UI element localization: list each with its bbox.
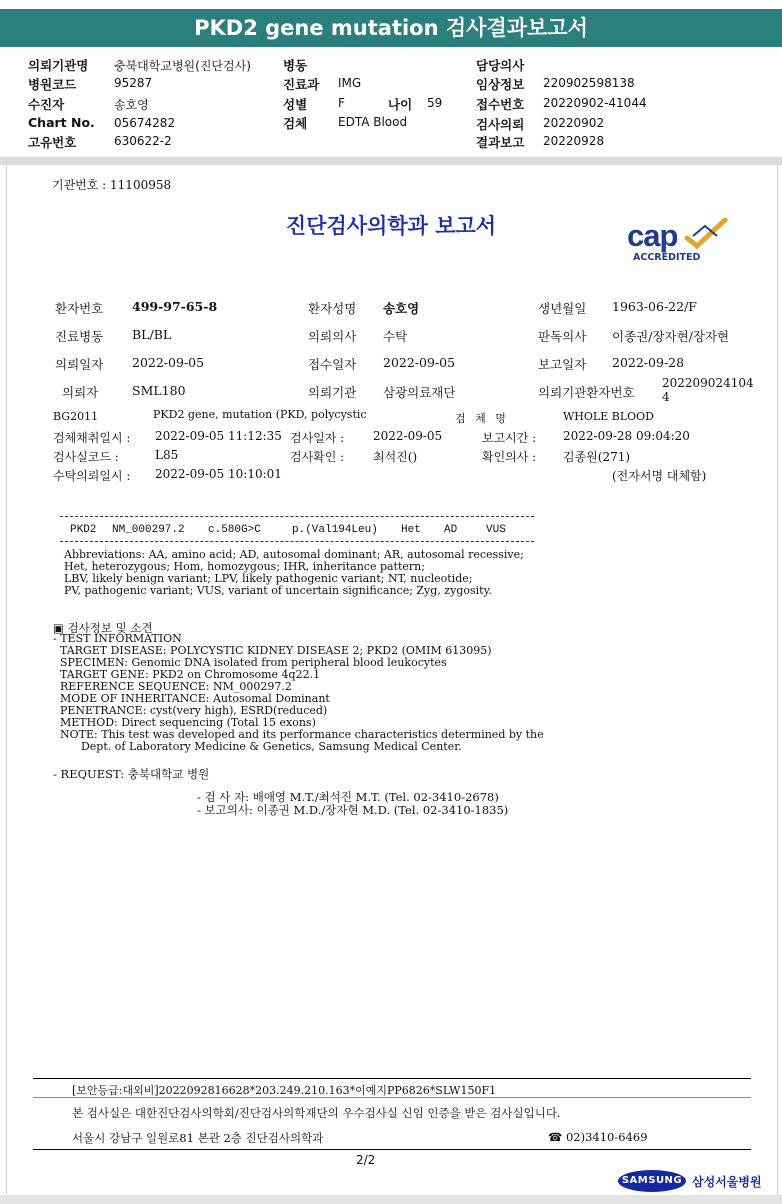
page-number: 2/2 xyxy=(356,1153,376,1167)
phone-line: ☎ 02)3410-6469 xyxy=(548,1130,648,1144)
samsung-logo: SAMSUNG xyxy=(618,1170,686,1192)
variant-top-rule xyxy=(60,516,534,517)
value-patient-name: 송호영 xyxy=(383,301,420,316)
cap-check-icon xyxy=(683,218,729,250)
variant-transcript: NM_000297.2 xyxy=(112,524,185,536)
info-line: METHOD: Direct sequencing (Total 15 exons) xyxy=(53,716,316,729)
label-specimen-name: 검 체 명 xyxy=(455,412,506,425)
value-ward-unit: BL/BL xyxy=(132,327,172,342)
hospital-name: 삼성서울병원 xyxy=(692,1175,762,1189)
label-outsource-time: 수탁의뢰일시 : xyxy=(53,469,131,483)
label-lab-code: 검사실코드 : xyxy=(53,450,119,464)
label-clinical-info: 임상정보 xyxy=(476,77,525,92)
value-unique-no: 630622-2 xyxy=(114,134,172,148)
variant-cdna: c.580G>C xyxy=(208,524,261,536)
abbrev-line: LBV, likely benign variant; LPV, likely pathogenic variant; NT, nucleotide; xyxy=(64,572,473,585)
variant-bottom-rule xyxy=(60,541,534,542)
label-recipient: 수진자 xyxy=(28,97,65,112)
cap-logo xyxy=(625,218,735,266)
value-specimen-name: WHOLE BLOOD xyxy=(563,410,654,423)
tester-line: - 검 사 자: 배애영 M.T./최석진 M.T. (Tel. 02-3410-2678) xyxy=(197,790,499,804)
value-specimen: EDTA Blood xyxy=(338,115,408,129)
value-result-report: 20220928 xyxy=(543,134,605,148)
institution-no: 기관번호 : 11100958 xyxy=(52,178,172,192)
info-line: REFERENCE SEQUENCE: NM_000297.2 xyxy=(53,680,292,693)
value-sex: F xyxy=(338,96,345,110)
variant-protein: p.(Val194Leu) xyxy=(292,524,378,536)
value-collect-time: 2022-09-05 11:12:35 xyxy=(155,429,282,443)
page-title: PKD2 gene mutation 검사결과보고서 xyxy=(194,16,588,40)
value-org-patient-no: 202209024104 xyxy=(662,376,754,390)
value-order-date: 2022-09-05 xyxy=(132,355,205,370)
test-name: PKD2 gene, mutation (PKD, polycystic xyxy=(153,408,367,421)
value-age: 59 xyxy=(427,96,443,110)
esign-note: (전자서명 대체함) xyxy=(612,469,707,483)
value-requester: SML180 xyxy=(132,383,186,398)
footer-rule xyxy=(33,1078,751,1079)
value-requesting-org: 삼광의료재단 xyxy=(383,385,456,400)
label-specimen: 검체 xyxy=(283,116,308,131)
value-requesting-institution: 충북대학교병원(진단검사) xyxy=(114,59,251,73)
security-line: [보안등급:대외비]2022092816628*203.249.210.163*이예지PP6826*SLW150F1 xyxy=(72,1084,497,1097)
value-confirm-doctor: 김종원(271) xyxy=(563,450,631,464)
address-line: 서울시 강남구 일원로81 본관 2층 진단검사의학과 xyxy=(72,1131,324,1145)
info-line: NOTE: This test was developed and its performance characteristics determined by the xyxy=(53,728,544,741)
info-line: PENETRANCE: cyst(very high), ESRD(reduced) xyxy=(53,704,328,717)
label-sex: 성별 xyxy=(283,97,308,112)
info-line: Dept. of Laboratory Medicine & Genetics, Samsung Medical Center. xyxy=(53,740,462,753)
label-test-date: 검사일자 : xyxy=(290,431,345,445)
label-receipt-no: 접수번호 xyxy=(476,97,525,112)
value-recipient: 송호영 xyxy=(114,98,149,112)
value-ordering-doctor: 수탁 xyxy=(383,329,408,344)
label-chart-no: Chart No. xyxy=(28,115,95,130)
reporter-line: - 보고의사: 이종권 M.D./장자현 M.D. (Tel. 02-3410-1835) xyxy=(197,803,509,817)
value-reading-doctor: 이종권/장자현/장자현 xyxy=(612,329,730,344)
certification-line: 본 검사실은 대한진단검사의학회/진단검사의학재단의 우수검사실 신임 인증을 받은 검사실입니다. xyxy=(72,1106,561,1120)
label-unique-no: 고유번호 xyxy=(28,135,77,150)
value-dept: IMG xyxy=(338,76,362,90)
label-patient-no: 환자번호 xyxy=(55,301,104,316)
value-report-time: 2022-09-28 09:04:20 xyxy=(563,429,690,443)
test-code: BG2011 xyxy=(53,410,99,423)
footer-bar xyxy=(0,1195,782,1204)
variant-gene: PKD2 xyxy=(70,524,97,536)
label-test-request: 검사의뢰 xyxy=(476,117,525,132)
label-doctor: 담당의사 xyxy=(476,58,525,73)
value-receipt-no: 20220902-41044 xyxy=(543,96,647,110)
info-line: SPECIMEN: Genomic DNA isolated from peripheral blood leukocytes xyxy=(53,656,447,669)
info-line: - TEST INFORMATION xyxy=(53,632,182,645)
label-report-date: 보고일자 xyxy=(538,357,587,372)
request-line: - REQUEST: 충북대학교 병원 xyxy=(53,767,210,781)
abbrev-line: Het, heterozygous; Hom, homozygous; IHR, inheritance pattern; xyxy=(64,560,425,573)
variant-classification: VUS xyxy=(486,524,506,536)
footer-rule-2 xyxy=(33,1097,751,1098)
label-hospital-code: 병원코드 xyxy=(28,77,77,92)
value-receipt-date: 2022-09-05 xyxy=(383,355,456,370)
abbrev-line: PV, pathogenic variant; VUS, variant of uncertain significance; Zyg, zygosity. xyxy=(64,584,492,597)
value-org-patient-no-cont: 4 xyxy=(662,390,670,404)
label-collect-time: 검체채취일시 : xyxy=(53,431,131,445)
value-outsource-time: 2022-09-05 10:10:01 xyxy=(155,467,282,481)
footer-rule-3 xyxy=(33,1149,751,1150)
variant-zygosity: Het xyxy=(401,524,421,536)
value-patient-no: 499-97-65-8 xyxy=(132,299,218,314)
value-test-confirm: 최석진() xyxy=(373,450,418,464)
label-reading-doctor: 판독의사 xyxy=(538,329,587,344)
info-line: TARGET GENE: PKD2 on Chromosome 4q22.1 xyxy=(53,668,321,681)
value-lab-code: L85 xyxy=(155,448,179,462)
label-receipt-date: 접수일자 xyxy=(308,357,357,372)
label-confirm-doctor: 확인의사 : xyxy=(482,450,537,464)
value-chart-no: 05674282 xyxy=(114,116,176,130)
cap-logo-text: cap xyxy=(627,218,678,253)
report-title: 진단검사의학과 보고서 xyxy=(285,213,497,238)
label-patient-name: 환자성명 xyxy=(308,301,357,316)
cap-accredited: ACCREDITED xyxy=(633,252,701,263)
label-test-confirm: 검사확인 : xyxy=(290,450,345,464)
info-line: MODE OF INHERITANCE: Autosomal Dominant xyxy=(53,692,330,705)
label-org-patient-no: 의뢰기관환자번호 xyxy=(538,385,635,400)
variant-inheritance: AD xyxy=(444,524,458,536)
value-report-date: 2022-09-28 xyxy=(612,355,685,370)
abbrev-line: Abbreviations: AA, amino acid; AD, autosomal dominant; AR, autosomal recessive; xyxy=(64,548,524,561)
label-ward-unit: 진료병동 xyxy=(55,329,104,344)
section-title: ▣ 검사정보 및 소견 xyxy=(53,621,153,635)
label-result-report: 결과보고 xyxy=(476,135,525,150)
value-birthdate: 1963-06-22/F xyxy=(612,299,697,314)
label-dept: 진료과 xyxy=(283,77,320,92)
label-ward: 병동 xyxy=(283,58,308,73)
info-line: TARGET DISEASE: POLYCYSTIC KIDNEY DISEASE 2; PKD2 (OMIM 613095) xyxy=(53,644,492,657)
value-clinical-info: 220902598138 xyxy=(543,76,635,90)
label-birthdate: 생년월일 xyxy=(538,301,587,316)
label-requesting-institution: 의뢰기관명 xyxy=(28,58,89,73)
value-test-request: 20220902 xyxy=(543,116,605,130)
label-ordering-doctor: 의뢰의사 xyxy=(308,329,357,344)
label-requester: 의뢰자 xyxy=(62,385,99,400)
value-hospital-code: 95287 xyxy=(114,76,153,90)
value-test-date: 2022-09-05 xyxy=(373,429,443,443)
label-requesting-org: 의뢰기관 xyxy=(308,385,357,400)
label-report-time: 보고시간 : xyxy=(482,431,537,445)
label-age: 나이 xyxy=(388,97,413,112)
header-separator xyxy=(0,157,782,165)
label-order-date: 의뢰일자 xyxy=(55,357,104,372)
